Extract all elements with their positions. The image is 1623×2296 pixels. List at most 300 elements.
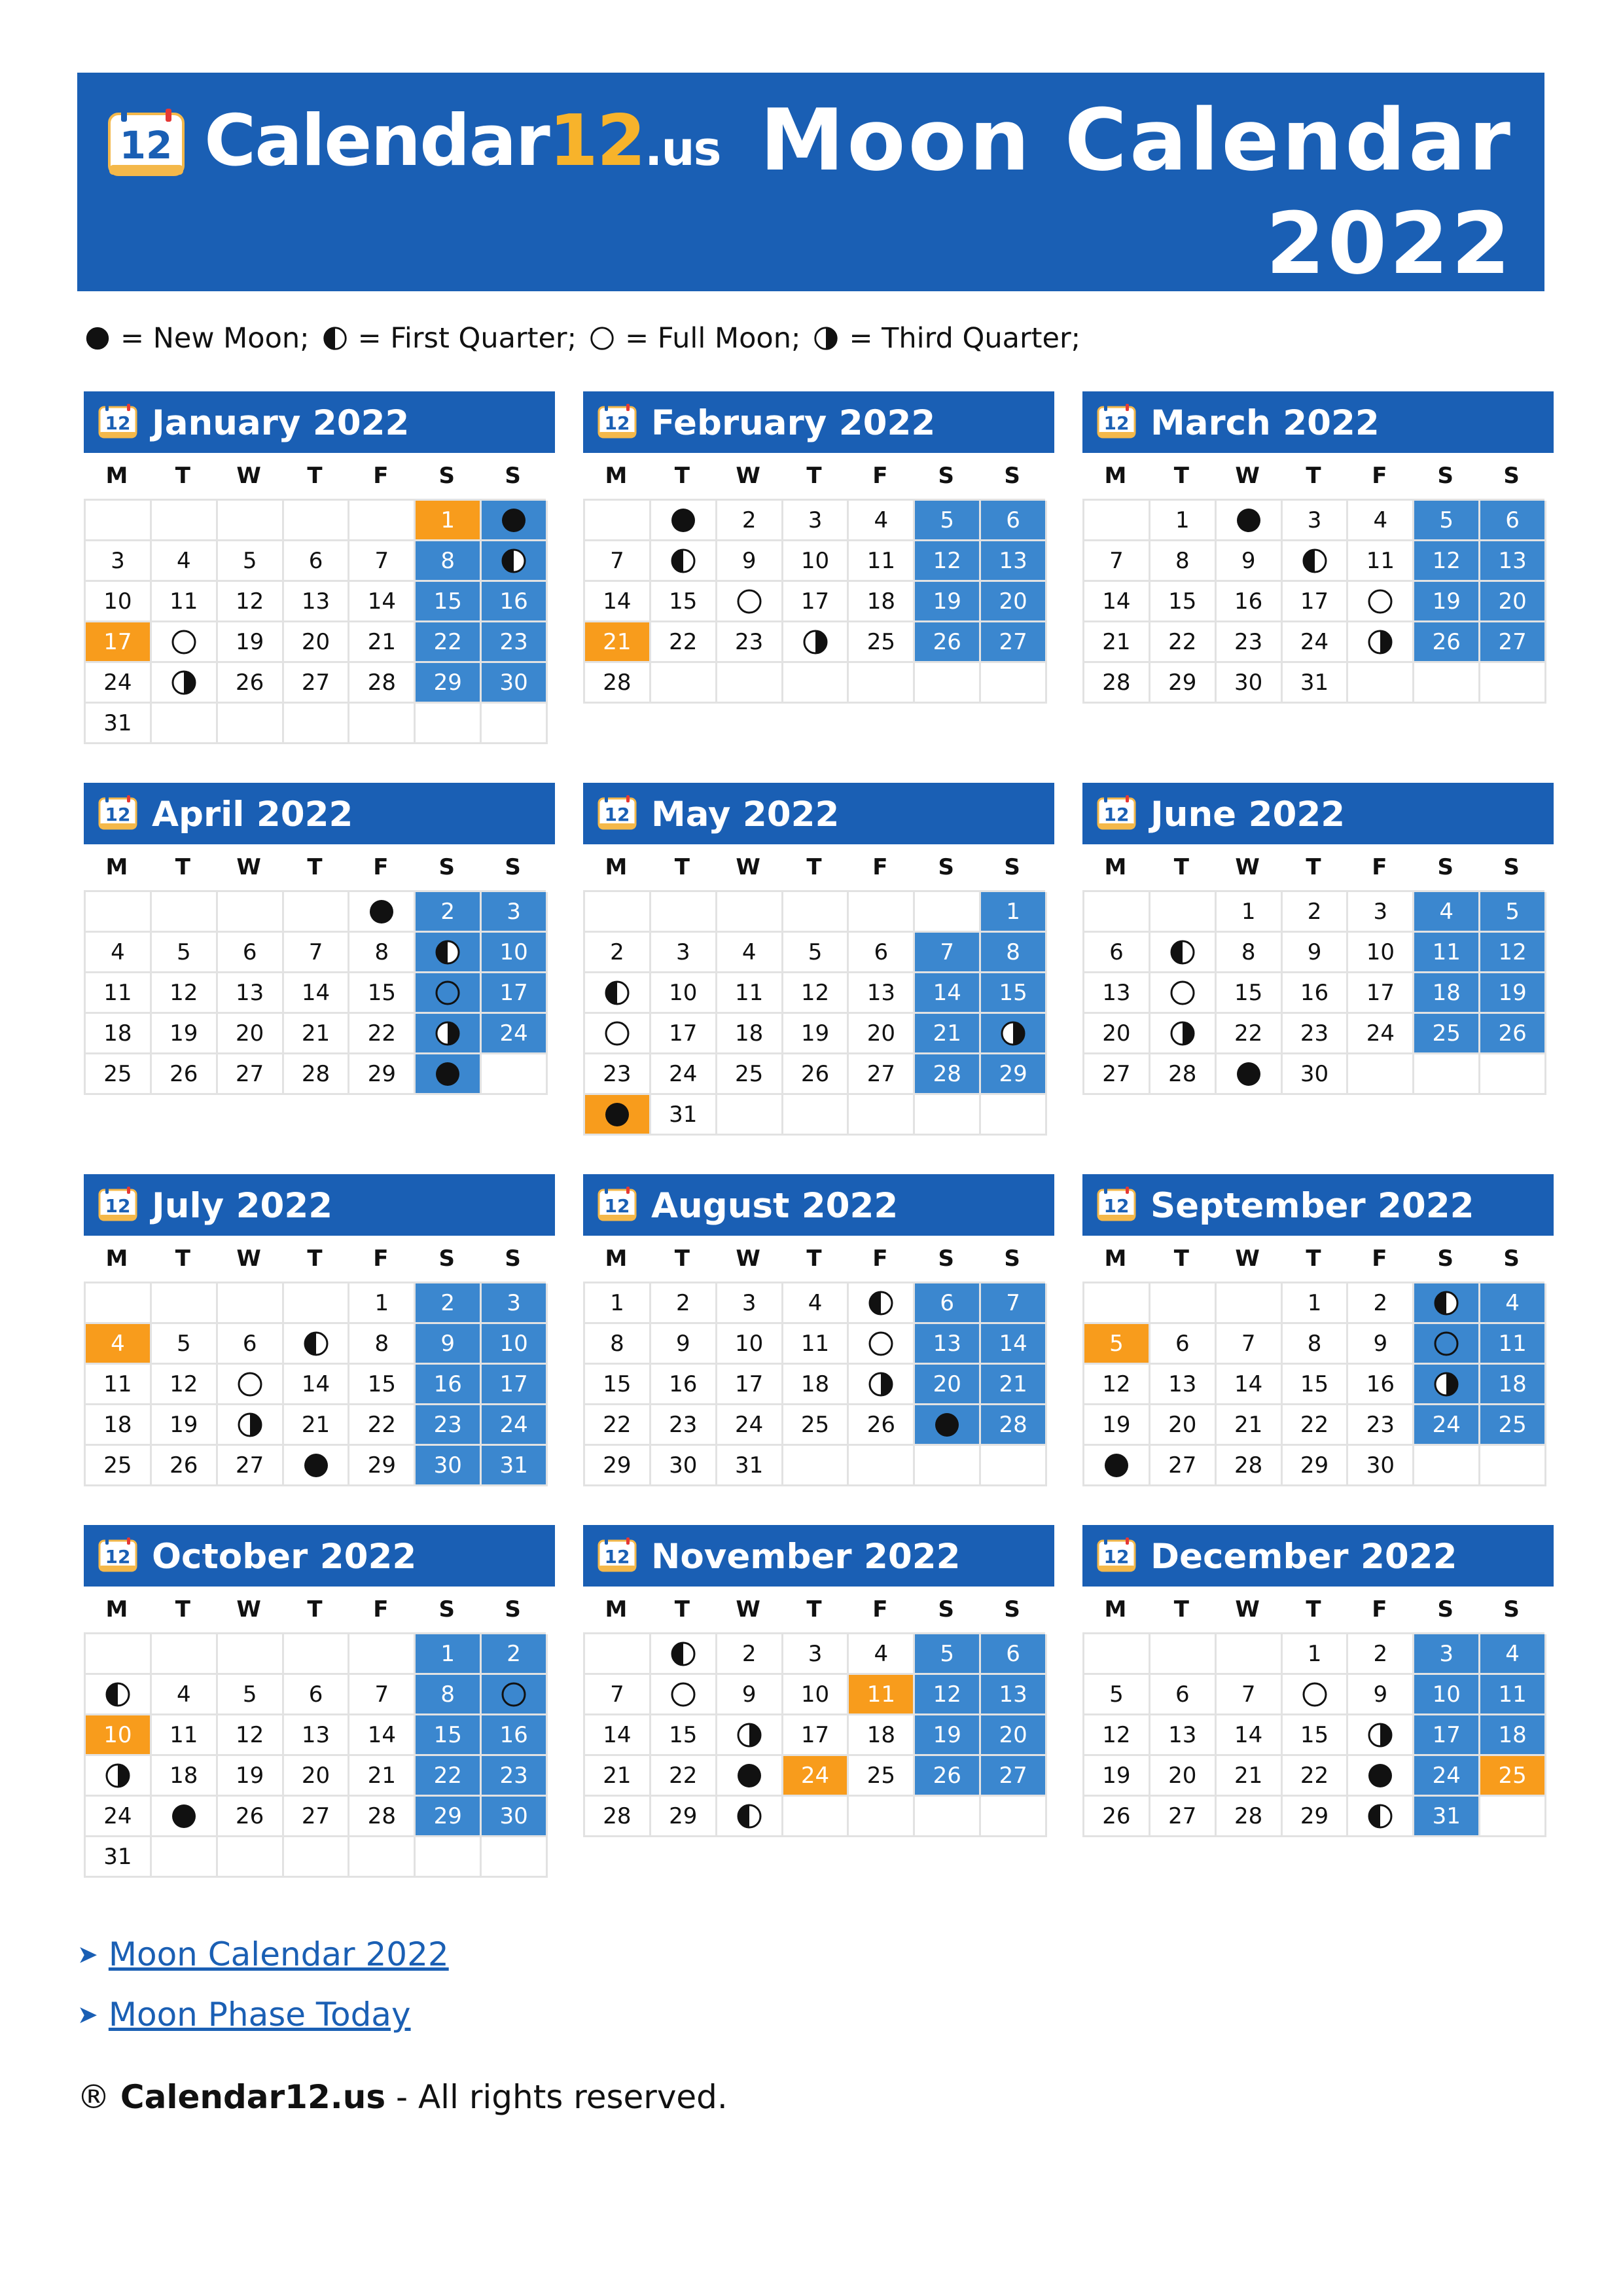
brand-name-number: 12 xyxy=(548,100,645,182)
empty-day-cell xyxy=(783,1095,849,1136)
day-number: 14 xyxy=(367,588,396,615)
calendar-icon xyxy=(597,795,637,830)
day-cell xyxy=(1348,501,1414,541)
month-calendar xyxy=(583,1174,1054,1486)
day-cell xyxy=(651,1675,717,1715)
day-number: 6 xyxy=(1006,1640,1020,1667)
svg-text:12: 12 xyxy=(105,412,131,434)
day-cell xyxy=(1348,1634,1414,1675)
calendar-icon xyxy=(98,1186,137,1221)
weekday-header-row xyxy=(1082,1587,1544,1632)
day-cell xyxy=(1480,1675,1546,1715)
day-cell xyxy=(416,1405,482,1446)
day-cell xyxy=(1283,541,1349,582)
day-cell xyxy=(1217,1014,1283,1054)
day-number: 20 xyxy=(933,1371,961,1397)
day-cell xyxy=(585,582,651,622)
day-cell xyxy=(284,541,350,582)
weekday-label: S xyxy=(505,463,521,489)
day-number: 11 xyxy=(1498,1681,1527,1708)
day-cell xyxy=(152,1446,218,1486)
day-cell xyxy=(1084,541,1150,582)
first-quarter-icon xyxy=(433,938,462,967)
weekday-label: S xyxy=(438,1596,455,1623)
day-cell xyxy=(1283,1756,1349,1797)
empty-day-cell xyxy=(1150,892,1217,933)
svg-text:12: 12 xyxy=(1103,1546,1130,1568)
day-cell xyxy=(585,622,651,663)
day-cell xyxy=(1348,1014,1414,1054)
day-number: 1 xyxy=(440,507,455,533)
weekday-label: F xyxy=(373,1596,389,1623)
day-cell xyxy=(1283,501,1349,541)
day-cell xyxy=(1414,1756,1480,1797)
day-number: 25 xyxy=(103,1060,132,1087)
day-number: 28 xyxy=(1234,1452,1263,1479)
day-number: 12 xyxy=(236,588,264,615)
day-cell xyxy=(981,933,1047,973)
svg-text:12: 12 xyxy=(604,1195,630,1217)
day-cell xyxy=(1283,892,1349,933)
day-cell xyxy=(218,663,284,704)
weekday-header-row xyxy=(583,1587,1045,1632)
day-number: 6 xyxy=(1006,507,1020,533)
day-number: 14 xyxy=(1234,1721,1263,1748)
day-cell xyxy=(1348,1324,1414,1365)
day-cell xyxy=(1414,582,1480,622)
day-cell xyxy=(717,541,783,582)
day-number: 10 xyxy=(1432,1681,1461,1708)
day-number: 3 xyxy=(1373,898,1388,925)
day-cell xyxy=(218,1446,284,1486)
day-number: 30 xyxy=(1234,669,1263,696)
day-number: 13 xyxy=(1498,547,1527,574)
day-cell xyxy=(1348,622,1414,663)
day-number: 14 xyxy=(1234,1371,1263,1397)
svg-text:12: 12 xyxy=(604,412,630,434)
full-moon-icon xyxy=(1300,1680,1329,1709)
day-cell xyxy=(416,933,482,973)
day-cell xyxy=(915,622,981,663)
day-number: 29 xyxy=(1300,1452,1329,1479)
day-number: 19 xyxy=(933,588,961,615)
calendar-icon xyxy=(98,795,137,830)
day-cell xyxy=(717,1014,783,1054)
day-cell xyxy=(1414,1634,1480,1675)
day-number: 15 xyxy=(669,588,698,615)
day-cell xyxy=(1084,1014,1150,1054)
day-cell xyxy=(86,973,152,1014)
day-cell xyxy=(849,1634,915,1675)
day-cell xyxy=(86,1014,152,1054)
day-cell xyxy=(1217,1324,1283,1365)
empty-day-cell xyxy=(218,1837,284,1878)
day-number: 22 xyxy=(1234,1020,1263,1047)
day-number: 20 xyxy=(301,628,330,655)
day-cell xyxy=(1414,501,1480,541)
day-cell xyxy=(152,541,218,582)
calendar-icon xyxy=(1097,1537,1136,1572)
day-cell xyxy=(1150,1797,1217,1837)
day-cell xyxy=(416,1365,482,1405)
day-cell xyxy=(915,1365,981,1405)
day-cell xyxy=(152,1324,218,1365)
day-cell xyxy=(1480,1014,1546,1054)
day-cell xyxy=(915,1324,981,1365)
day-number: 26 xyxy=(1432,628,1461,655)
page-title-line1: Moon Calendar xyxy=(759,90,1513,190)
day-cell xyxy=(349,1324,416,1365)
empty-day-cell xyxy=(86,501,152,541)
day-cell xyxy=(1480,622,1546,663)
first-quarter-icon xyxy=(669,547,698,575)
day-cell xyxy=(651,1797,717,1837)
day-number: 8 xyxy=(1175,547,1190,574)
day-cell xyxy=(152,1365,218,1405)
third-quarter-icon xyxy=(1432,1370,1461,1399)
day-cell xyxy=(482,663,548,704)
day-cell xyxy=(284,663,350,704)
day-number: 23 xyxy=(669,1411,698,1438)
day-cell xyxy=(1150,1756,1217,1797)
day-cell xyxy=(981,1675,1047,1715)
day-number: 2 xyxy=(741,1640,757,1667)
day-cell xyxy=(482,1715,548,1756)
first-quarter-icon xyxy=(603,978,632,1007)
day-number: 4 xyxy=(1505,1289,1520,1316)
day-number: 19 xyxy=(1102,1411,1131,1438)
calendar-logo-icon xyxy=(107,107,186,177)
day-cell xyxy=(86,663,152,704)
day-cell xyxy=(1217,1365,1283,1405)
day-cell xyxy=(218,1797,284,1837)
svg-text:12: 12 xyxy=(105,804,131,825)
day-grid xyxy=(1082,1282,1544,1486)
empty-day-cell xyxy=(349,501,416,541)
empty-day-cell xyxy=(981,1797,1047,1837)
day-cell xyxy=(585,541,651,582)
day-cell xyxy=(152,973,218,1014)
weekday-label: S xyxy=(938,463,954,489)
day-cell xyxy=(915,973,981,1014)
weekday-label: S xyxy=(1004,1596,1020,1623)
day-number: 21 xyxy=(1234,1411,1263,1438)
day-cell xyxy=(152,663,218,704)
empty-day-cell xyxy=(717,1095,783,1136)
day-cell xyxy=(482,1675,548,1715)
day-cell xyxy=(585,1756,651,1797)
empty-day-cell xyxy=(585,501,651,541)
day-number: 5 xyxy=(808,939,823,965)
empty-day-cell xyxy=(284,1634,350,1675)
day-cell xyxy=(482,973,548,1014)
day-cell xyxy=(585,1054,651,1095)
full-moon-icon xyxy=(236,1370,264,1399)
day-cell xyxy=(1150,1446,1217,1486)
day-number: 19 xyxy=(236,628,264,655)
day-number: 13 xyxy=(1168,1721,1197,1748)
day-cell xyxy=(1348,892,1414,933)
day-cell xyxy=(152,1675,218,1715)
day-number: 19 xyxy=(169,1411,198,1438)
day-cell xyxy=(915,1014,981,1054)
day-cell xyxy=(284,582,350,622)
day-cell xyxy=(1348,1365,1414,1405)
day-cell xyxy=(416,1715,482,1756)
month-header xyxy=(583,1174,1054,1236)
day-number: 4 xyxy=(874,507,889,533)
empty-day-cell xyxy=(849,1095,915,1136)
weekday-label: S xyxy=(1503,854,1520,880)
day-cell xyxy=(1414,973,1480,1014)
day-number: 15 xyxy=(1300,1721,1329,1748)
day-number: 12 xyxy=(800,979,830,1006)
first-quarter-icon xyxy=(1432,1289,1461,1318)
svg-text:12: 12 xyxy=(105,1546,131,1568)
day-number: 17 xyxy=(800,588,830,615)
day-number: 27 xyxy=(866,1060,895,1087)
day-number: 20 xyxy=(236,1020,264,1047)
day-number: 27 xyxy=(236,1060,264,1087)
day-number: 9 xyxy=(1307,939,1322,965)
day-number: 25 xyxy=(1498,1411,1527,1438)
day-number: 4 xyxy=(1505,1640,1520,1667)
day-number: 13 xyxy=(933,1330,961,1357)
month-calendar xyxy=(84,1525,555,1878)
day-cell xyxy=(1084,1797,1150,1837)
day-number: 18 xyxy=(1498,1721,1527,1748)
day-number: 2 xyxy=(1373,1640,1388,1667)
day-number: 29 xyxy=(433,669,462,696)
day-number: 19 xyxy=(1498,979,1527,1006)
empty-day-cell xyxy=(1480,1797,1546,1837)
day-cell xyxy=(1348,1675,1414,1715)
day-cell xyxy=(651,582,717,622)
weekday-label: S xyxy=(1503,1596,1520,1623)
calendar-icon xyxy=(597,403,637,439)
full-moon-icon xyxy=(1432,1329,1461,1358)
footer-text: - All rights reserved. xyxy=(385,2078,728,2116)
weekday-label: F xyxy=(872,1246,888,1272)
weekday-label: W xyxy=(736,1246,760,1272)
day-grid xyxy=(1082,499,1544,704)
day-number: 10 xyxy=(1366,939,1395,965)
day-cell xyxy=(349,1054,416,1095)
day-number: 21 xyxy=(367,628,396,655)
day-number: 22 xyxy=(367,1020,396,1047)
day-number: 19 xyxy=(169,1020,198,1047)
day-number: 6 xyxy=(308,1681,323,1708)
moon-calendar-link[interactable]: Moon Calendar 2022 xyxy=(108,1935,449,1973)
month-title: February 2022 xyxy=(651,403,936,443)
weekday-label: S xyxy=(505,854,521,880)
day-number: 15 xyxy=(999,979,1027,1006)
month-calendar xyxy=(583,783,1054,1136)
weekday-header-row xyxy=(84,1587,546,1632)
day-cell xyxy=(1480,1365,1546,1405)
day-number: 26 xyxy=(169,1060,198,1087)
day-number: 21 xyxy=(1234,1762,1263,1789)
day-cell xyxy=(585,1365,651,1405)
day-cell xyxy=(849,1715,915,1756)
day-cell xyxy=(152,622,218,663)
day-cell xyxy=(1084,1715,1150,1756)
day-number: 12 xyxy=(1102,1721,1131,1748)
day-cell xyxy=(651,1446,717,1486)
day-number: 22 xyxy=(669,628,698,655)
day-number: 28 xyxy=(1234,1803,1263,1829)
svg-text:12: 12 xyxy=(105,1195,131,1217)
new-moon-icon xyxy=(169,1802,198,1831)
full-moon-icon xyxy=(603,1019,632,1048)
empty-day-cell xyxy=(86,1283,152,1324)
empty-day-cell xyxy=(783,663,849,704)
empty-day-cell xyxy=(1084,1283,1150,1324)
day-cell xyxy=(915,1634,981,1675)
day-cell xyxy=(86,1797,152,1837)
weekday-label: W xyxy=(1235,463,1260,489)
month-header xyxy=(84,391,555,453)
weekday-label: S xyxy=(1004,1246,1020,1272)
day-cell xyxy=(651,1054,717,1095)
day-number: 11 xyxy=(103,1371,132,1397)
full-moon-icon xyxy=(669,1680,698,1709)
day-number: 23 xyxy=(499,1762,528,1789)
day-number: 6 xyxy=(1175,1681,1190,1708)
empty-day-cell xyxy=(152,704,218,744)
weekday-label: M xyxy=(105,854,128,880)
empty-day-cell xyxy=(1348,663,1414,704)
day-number: 23 xyxy=(433,1411,462,1438)
day-number: 16 xyxy=(669,1371,698,1397)
third-quarter-icon xyxy=(236,1410,264,1439)
empty-day-cell xyxy=(849,1797,915,1837)
registered-symbol: ® xyxy=(77,2078,110,2116)
weekday-header-row xyxy=(84,844,546,890)
day-cell xyxy=(482,582,548,622)
day-cell xyxy=(1283,1324,1349,1365)
day-number: 29 xyxy=(1168,669,1197,696)
day-grid xyxy=(583,890,1045,1136)
day-grid xyxy=(84,499,546,744)
day-cell xyxy=(783,541,849,582)
day-cell xyxy=(1084,973,1150,1014)
day-cell xyxy=(1283,1365,1349,1405)
day-cell xyxy=(1480,933,1546,973)
day-number: 20 xyxy=(1102,1020,1131,1047)
day-number: 9 xyxy=(1241,547,1256,574)
day-number: 27 xyxy=(1498,628,1527,655)
empty-day-cell xyxy=(86,1634,152,1675)
day-number: 5 xyxy=(242,1681,257,1708)
day-cell xyxy=(349,1797,416,1837)
day-number: 2 xyxy=(741,507,757,533)
weekday-label: F xyxy=(872,1596,888,1623)
new-moon-icon xyxy=(735,1761,764,1790)
day-number: 7 xyxy=(1006,1289,1020,1316)
day-cell xyxy=(783,1634,849,1675)
day-cell xyxy=(152,582,218,622)
page-title xyxy=(760,88,1513,295)
empty-day-cell xyxy=(218,704,284,744)
day-number: 1 xyxy=(1307,1640,1322,1667)
day-cell xyxy=(849,1365,915,1405)
day-cell xyxy=(349,1715,416,1756)
weekday-label: M xyxy=(1104,854,1127,880)
day-number: 6 xyxy=(242,1330,257,1357)
empty-day-cell xyxy=(416,704,482,744)
empty-day-cell xyxy=(482,1837,548,1878)
full-moon-icon xyxy=(433,978,462,1007)
third-quarter-icon xyxy=(433,1019,462,1048)
day-number: 18 xyxy=(735,1020,764,1047)
month-title: June 2022 xyxy=(1150,795,1346,834)
calendar-icon xyxy=(597,1537,637,1572)
day-number: 30 xyxy=(1300,1060,1329,1087)
day-number: 5 xyxy=(242,547,257,574)
calendar-icon xyxy=(1097,795,1136,830)
day-cell xyxy=(849,1675,915,1715)
moon-phase-legend xyxy=(84,322,1092,355)
weekday-label: T xyxy=(1173,1596,1189,1623)
day-cell xyxy=(585,1446,651,1486)
weekday-label: W xyxy=(1235,854,1260,880)
day-number: 14 xyxy=(603,588,632,615)
new-moon-icon xyxy=(669,506,698,535)
weekday-label: T xyxy=(1306,1596,1321,1623)
day-cell xyxy=(651,541,717,582)
day-cell xyxy=(152,1054,218,1095)
day-cell xyxy=(1348,582,1414,622)
third-quarter-icon xyxy=(1168,1019,1197,1048)
day-cell xyxy=(86,933,152,973)
day-cell xyxy=(284,933,350,973)
day-cell xyxy=(585,1095,651,1136)
weekday-label: W xyxy=(236,1246,261,1272)
day-cell xyxy=(915,1405,981,1446)
day-number: 29 xyxy=(1300,1803,1329,1829)
day-number: 29 xyxy=(603,1452,632,1479)
day-number: 27 xyxy=(1102,1060,1131,1087)
day-number: 7 xyxy=(610,1681,624,1708)
day-number: 6 xyxy=(874,939,889,965)
day-cell xyxy=(349,663,416,704)
empty-day-cell xyxy=(218,501,284,541)
first-quarter-icon xyxy=(321,325,358,352)
day-cell xyxy=(218,1324,284,1365)
day-cell xyxy=(1150,1675,1217,1715)
day-number: 10 xyxy=(735,1330,764,1357)
new-moon-icon xyxy=(933,1410,961,1439)
day-number: 5 xyxy=(1109,1330,1124,1357)
day-cell xyxy=(416,1675,482,1715)
link-row xyxy=(77,1924,449,1984)
weekday-label: F xyxy=(373,854,389,880)
day-cell xyxy=(284,1675,350,1715)
empty-day-cell xyxy=(152,1634,218,1675)
day-number: 12 xyxy=(933,1681,961,1708)
day-cell xyxy=(482,1797,548,1837)
empty-day-cell xyxy=(349,1634,416,1675)
day-number: 21 xyxy=(603,628,632,655)
calendar-icon xyxy=(98,1537,137,1572)
day-number: 18 xyxy=(866,1721,895,1748)
day-cell xyxy=(717,1405,783,1446)
empty-day-cell xyxy=(981,1446,1047,1486)
day-number: 15 xyxy=(433,588,462,615)
day-cell xyxy=(482,1446,548,1486)
moon-phase-today-link[interactable]: Moon Phase Today xyxy=(108,1996,411,2034)
